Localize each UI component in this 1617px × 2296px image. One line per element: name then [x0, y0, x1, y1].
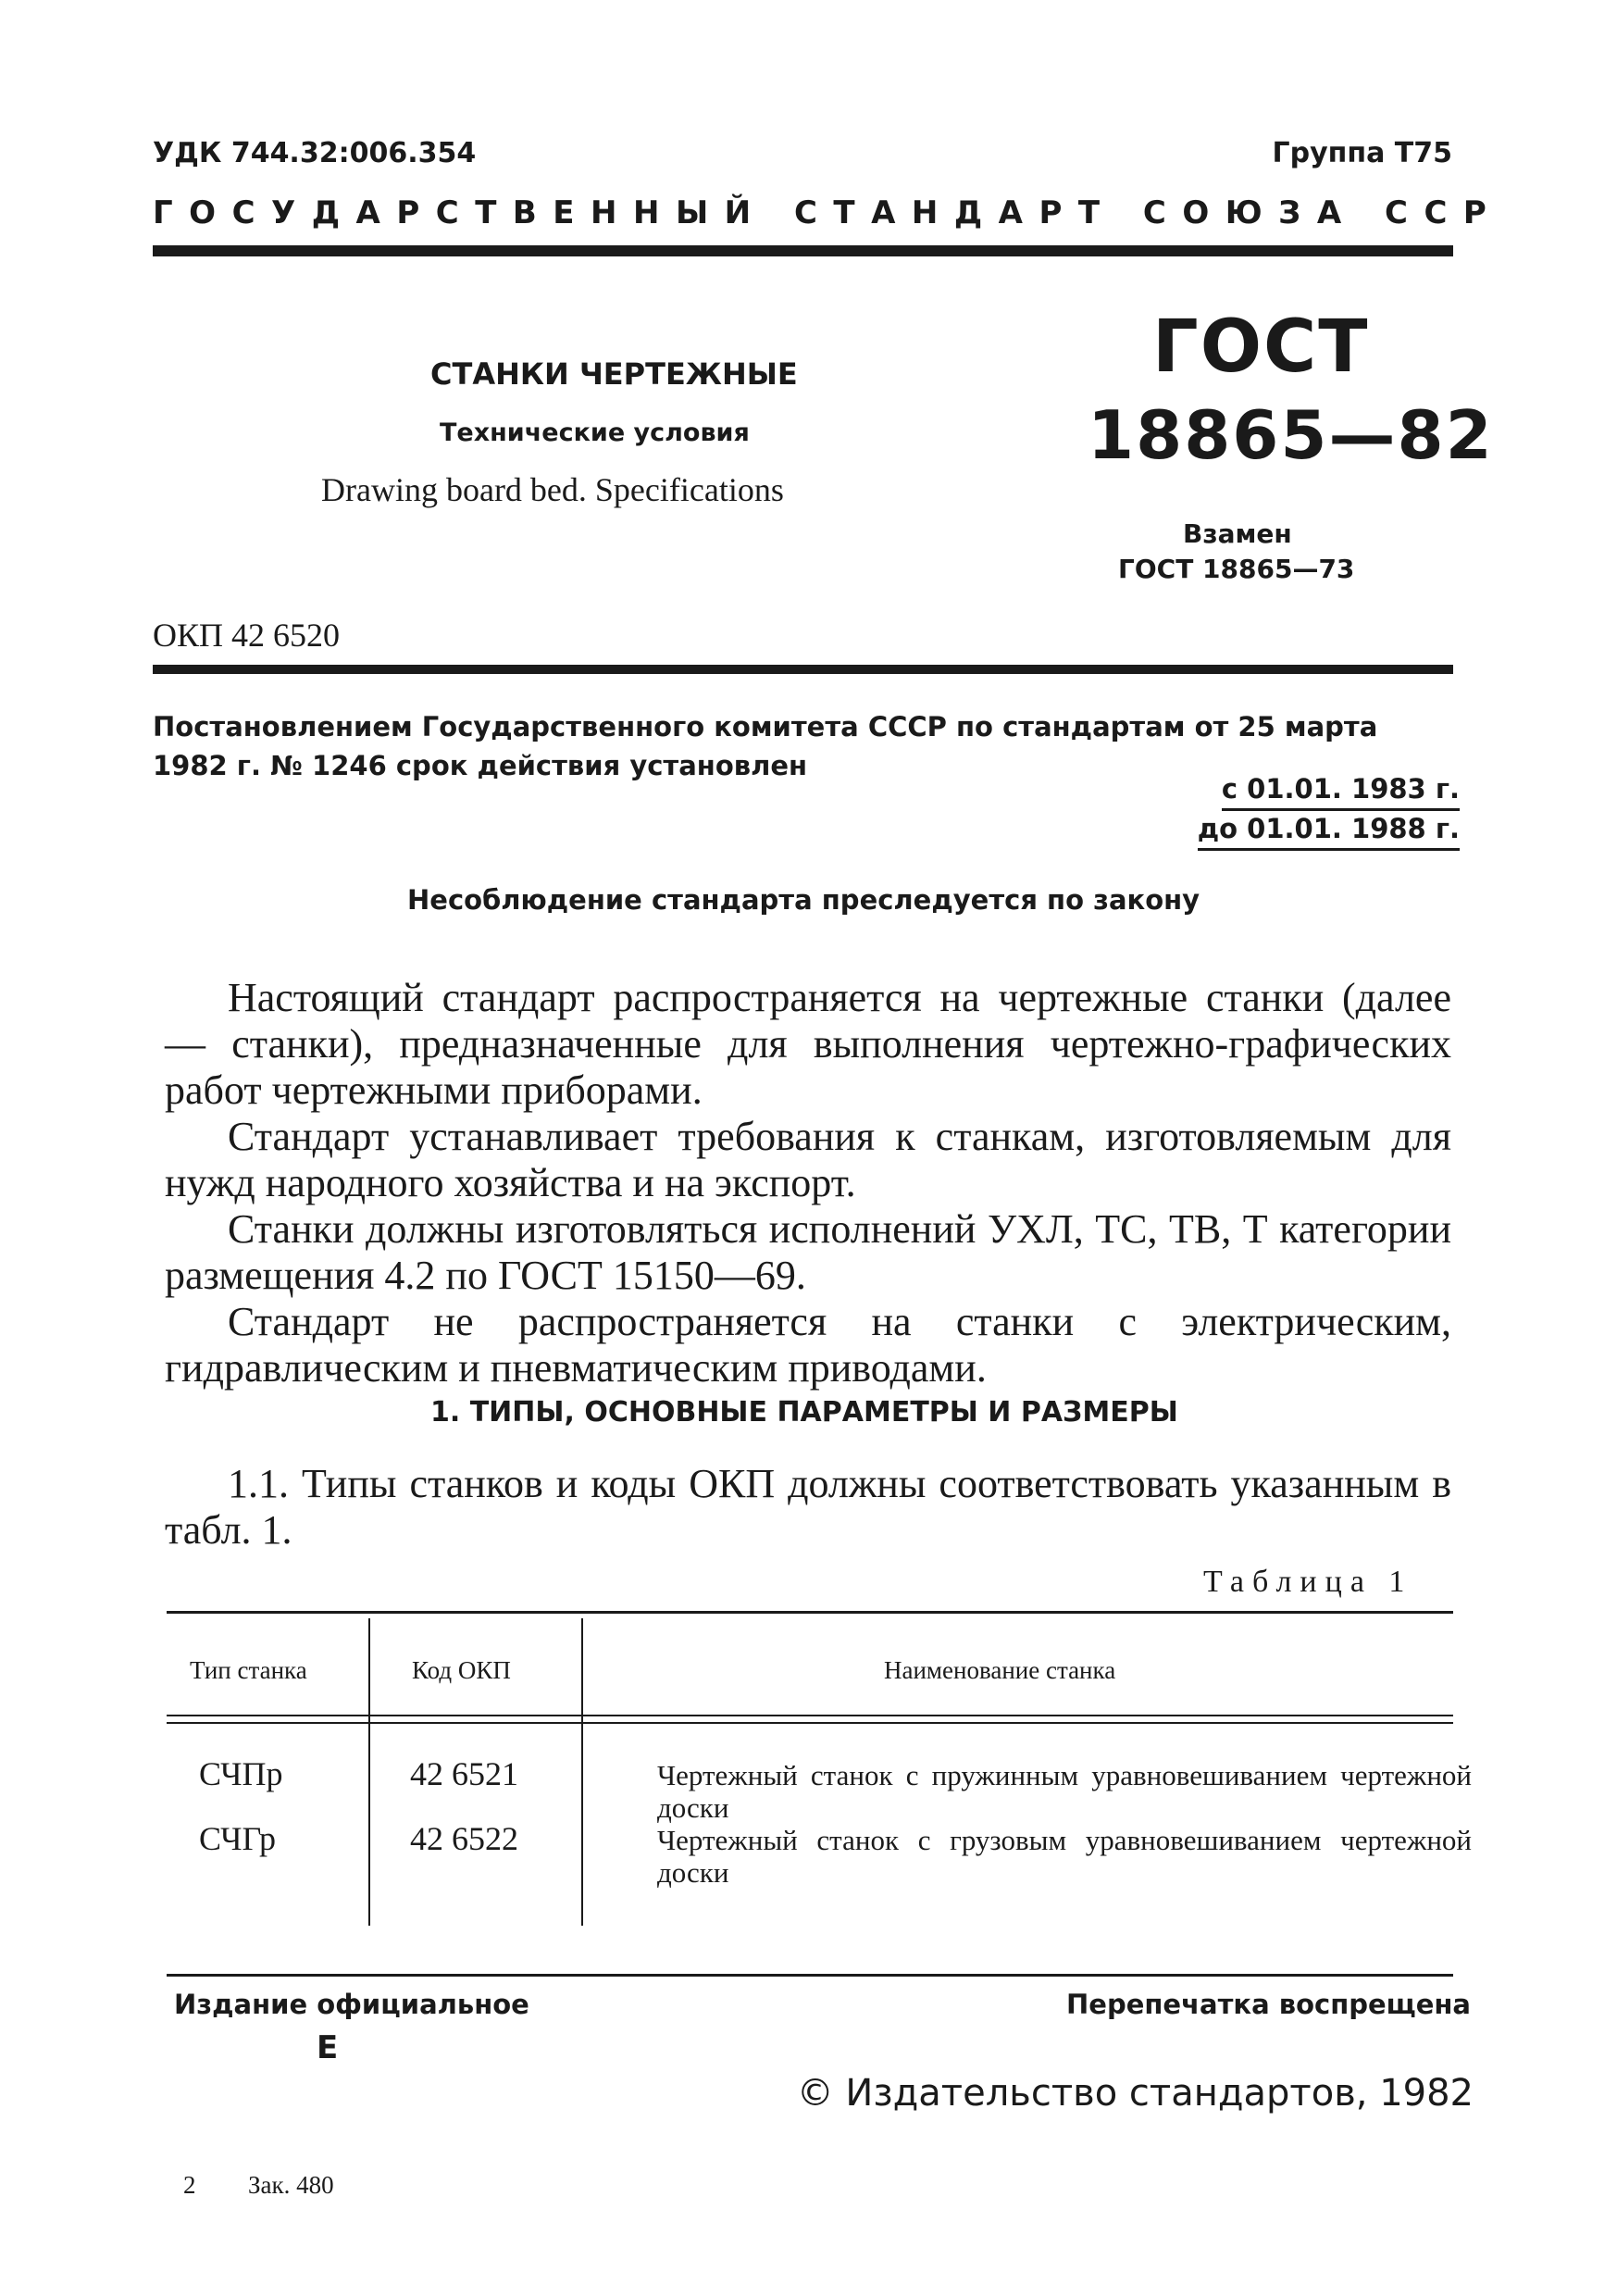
- order-page-number: 2: [183, 2171, 196, 2199]
- okp-code: ОКП 42 6520: [153, 617, 341, 654]
- table-header-rule: [167, 1715, 1453, 1716]
- gost-label: ГОСТ: [1152, 306, 1370, 389]
- replaces-number: ГОСТ 18865—73: [1118, 554, 1355, 584]
- table-row-1-type: СЧПр: [199, 1755, 283, 1792]
- intro-paragraph-4: Стандарт не распространяется на станки с электрическим, гидравлическим и пневматическим приводами.: [165, 1299, 1451, 1391]
- table-row-2-code: 42 6522: [410, 1820, 518, 1857]
- table-header-type: Тип станка: [190, 1656, 307, 1684]
- table-divider-1: [368, 1618, 370, 1926]
- table-top-rule: [167, 1611, 1453, 1614]
- udk-code: УДК 744.32:006.354: [153, 137, 477, 169]
- publisher-copyright: © Издательство стандартов, 1982: [796, 2072, 1474, 2115]
- section-1-heading: 1. ТИПЫ, ОСНОВНЫЕ ПАРАМЕТРЫ И РАЗМЕРЫ: [430, 1396, 1178, 1429]
- table-row-1-name: Чертежный станок с пружинным уравновешиванием чертежной доски: [657, 1759, 1472, 1824]
- group-code: Группа Т75: [1272, 137, 1452, 169]
- table-header-name: Наименование станка: [884, 1656, 1116, 1684]
- title-rule: [153, 665, 1453, 674]
- intro-paragraph-1: Настоящий стандарт распространяется на чертежные станки (далее — станки), предназначенные для выполнения чертежно-графических работ чертежными приборами.: [165, 975, 1451, 1113]
- table-caption: Таблица 1: [1203, 1565, 1413, 1599]
- validity-to: до 01.01. 1988 г.: [1198, 813, 1460, 851]
- decree-line-1: Постановлением Государственного комитета СССР по стандартам от 25 марта: [153, 711, 1378, 742]
- standard-title-english: Drawing board bed. Specifications: [321, 471, 784, 508]
- reprint-notice: Перепечатка воспрещена: [1066, 1989, 1471, 2020]
- section-1-body: [165, 1461, 1451, 1554]
- section-1-paragraph-1: 1.1. Типы станков и коды ОКП должны соответствовать указанным в табл. 1.: [165, 1461, 1451, 1553]
- table-row-1-code: 42 6521: [410, 1755, 518, 1792]
- intro-body: [165, 975, 1451, 1391]
- standard-subtitle: Технические условия: [440, 418, 750, 447]
- intro-paragraph-3: Станки должны изготовляться исполнений УХЛ, ТС, ТВ, Т категории размещения 4.2 по ГОСТ 15150—69.: [165, 1206, 1451, 1298]
- intro-paragraph-2: Стандарт устанавливает требования к станкам, изготовляемым для нужд народного хозяйства и на экспорт.: [165, 1114, 1451, 1205]
- validity-from: с 01.01. 1983 г.: [1222, 773, 1460, 811]
- table-header-rule-2: [167, 1722, 1453, 1724]
- gost-number: 18865—82: [1088, 396, 1494, 474]
- table-divider-2: [581, 1618, 583, 1926]
- order-number: Зак. 480: [248, 2171, 334, 2199]
- edition-letter: Е: [317, 2029, 339, 2066]
- legal-warning: Несоблюдение стандарта преследуется по закону: [407, 884, 1200, 916]
- header-rule: [153, 245, 1453, 256]
- table-header-code: Код ОКП: [412, 1656, 511, 1684]
- table-row-2-type: СЧГр: [199, 1820, 277, 1857]
- edition-label: Издание официальное: [174, 1989, 529, 2020]
- standard-title: СТАНКИ ЧЕРТЕЖНЫЕ: [430, 356, 798, 392]
- table-row-2-name: Чертежный станок с грузовым уравновешиванием чертежной доски: [657, 1824, 1472, 1889]
- replaces-label: Взамен: [1183, 518, 1292, 549]
- decree-line-2: 1982 г. № 1246 срок действия установлен: [153, 750, 808, 781]
- footer-rule: [167, 1974, 1453, 1977]
- state-standard-title: ГОСУДАРСТВЕННЫЙ СТАНДАРТ СОЮЗА ССР: [153, 194, 1503, 231]
